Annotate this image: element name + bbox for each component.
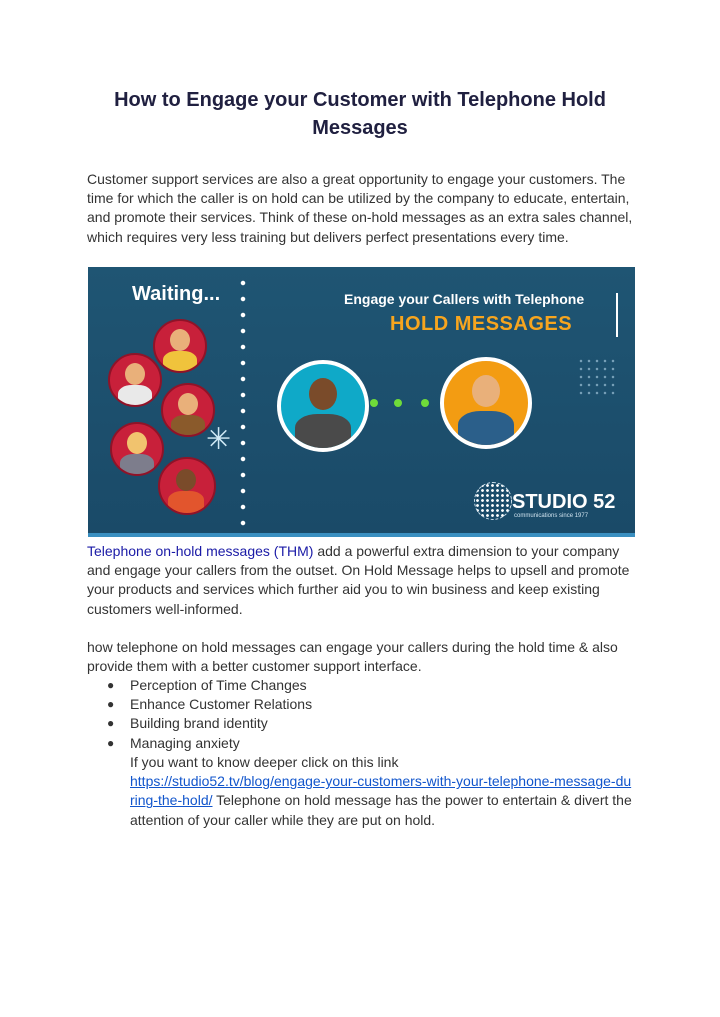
sparkle-icon: ✳ bbox=[206, 423, 232, 456]
caller-avatar-5 bbox=[158, 457, 216, 515]
list-item: ● Enhance Customer Relations bbox=[87, 695, 647, 714]
link-paragraph bbox=[130, 753, 635, 830]
list-item: ● Managing anxiety bbox=[87, 734, 647, 753]
decorative-dot-grid bbox=[577, 357, 615, 395]
caller-portrait bbox=[277, 360, 369, 452]
caller-avatar-4 bbox=[110, 422, 164, 476]
list-item: ● Building brand identity bbox=[87, 714, 647, 733]
connection-dot-1 bbox=[370, 399, 378, 407]
banner-image bbox=[88, 267, 635, 537]
connection-dot-2 bbox=[394, 399, 402, 407]
caller-avatar-1 bbox=[153, 319, 207, 373]
link-lead-text: If you want to know deeper click on this link bbox=[130, 754, 399, 770]
thm-paragraph-text: add a powerful extra dimension to your company and engage your callers from the outset. On Hold Message helps to upsell and promote your products and services which further aid you to win business and keep existing customers well-informed. bbox=[87, 543, 630, 617]
hold-time-paragraph: how telephone on hold messages can engage your callers during the hold time & also provide them with a better customer support interface. bbox=[87, 639, 618, 675]
banner-waiting-text: Waiting... bbox=[132, 283, 221, 305]
banner-brand: STUDIO 52 bbox=[512, 491, 616, 513]
dotted-divider bbox=[240, 275, 246, 531]
studio52-blog-link[interactable]: https://studio52.tv/blog/engage-your-customers-with-your-telephone-message-during-the-hold/ bbox=[130, 773, 632, 809]
bullet-icon: ● bbox=[107, 735, 115, 750]
banner-brand-tagline: communications since 1977 bbox=[514, 513, 589, 519]
banner-cursor-bar bbox=[616, 293, 618, 337]
page-title: How to Engage your Customer with Telephone Hold Messages bbox=[114, 89, 606, 139]
link-tail-text: Telephone on hold message has the power to entertain & divert the attention of your caller while they are put on hold. bbox=[130, 792, 632, 828]
bullet-icon: ● bbox=[107, 697, 115, 712]
banner-bottom-stripe bbox=[88, 533, 635, 537]
list-item: ● Perception of Time Changes bbox=[87, 676, 647, 695]
studio52-logo-icon bbox=[474, 482, 512, 520]
bullet-icon: ● bbox=[107, 716, 115, 731]
intro-paragraph: Customer support services are also a great opportunity to engage your customers. The time for which the caller is on hold can be utilized by the company to educate, entertain, and promote their services. Think of these on-hold messages as an extra sales channel, which requires very less training but delivers perfect presentations every time. bbox=[87, 171, 633, 245]
agent-portrait bbox=[440, 357, 532, 449]
caller-avatar-2 bbox=[108, 353, 162, 407]
thm-link[interactable]: Telephone on-hold messages (THM) bbox=[87, 543, 314, 559]
connection-dot-3 bbox=[421, 399, 429, 407]
thm-paragraph bbox=[87, 542, 637, 619]
banner-highlight: HOLD MESSAGES bbox=[390, 313, 573, 335]
benefit-list bbox=[87, 676, 647, 753]
bullet-icon: ● bbox=[107, 678, 115, 692]
banner-headline: Engage your Callers with Telephone bbox=[344, 291, 585, 307]
